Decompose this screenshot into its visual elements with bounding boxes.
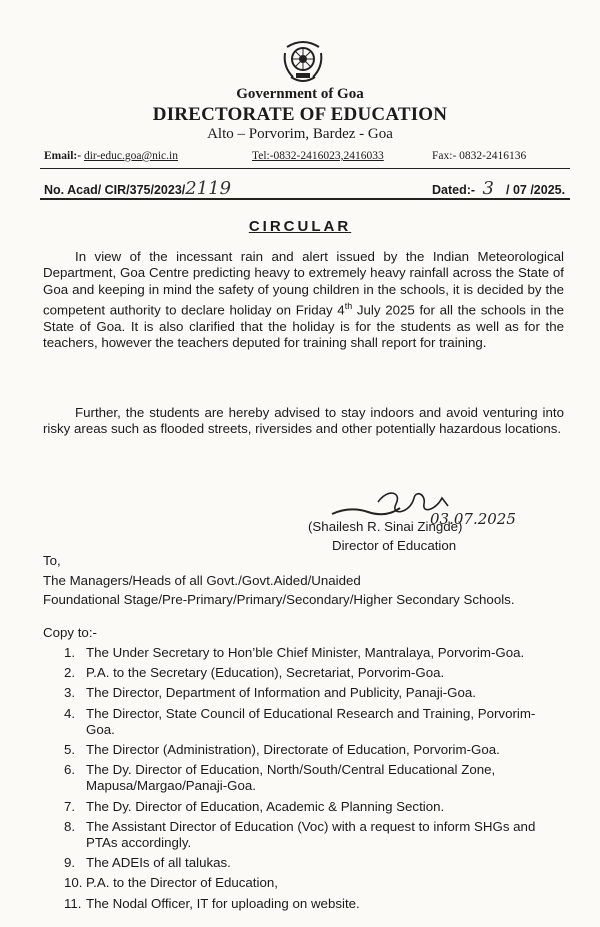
fax-label: Fax:- bbox=[432, 150, 457, 162]
dated-day-handwritten: 3 bbox=[482, 178, 494, 199]
telephone-info bbox=[252, 150, 384, 162]
fax-number: 0832-2416136 bbox=[459, 150, 527, 162]
body-paragraph-2: Further, the students are hereby advised to stay indoors and avoid venturing into risky areas such as flooded streets, riversides and other potentially hazardous locations. bbox=[43, 405, 564, 437]
telephone-numbers: 0832-2416023,2416033 bbox=[273, 150, 384, 162]
to-label: To, bbox=[43, 553, 61, 568]
addressee-line-2: Foundational Stage/Pre-Primary/Primary/Secondary/Higher Secondary Schools. bbox=[43, 592, 515, 607]
email-address[interactable]: dir-educ.goa@nic.in bbox=[83, 150, 178, 162]
signer-title: Director of Education bbox=[332, 538, 457, 553]
addressee-line-1: The Managers/Heads of all Govt./Govt.Aided/Unaided bbox=[43, 573, 361, 588]
dated-month-year: / 07 /2025. bbox=[506, 183, 566, 197]
circular-number bbox=[44, 178, 231, 199]
reference-divider bbox=[40, 198, 570, 200]
signer-name: (Shailesh R. Sinai Zingde) bbox=[308, 519, 463, 534]
circular-heading: CIRCULAR bbox=[248, 218, 352, 235]
signature-date: 03.07.2025 bbox=[430, 510, 516, 528]
header-divider bbox=[40, 168, 570, 169]
list-item: 8. The Assistant Director of Education (Voc) with a request to inform SHGs and PTAs accordingly. bbox=[64, 818, 536, 851]
list-item: 7. The Dy. Director of Education, Academic & Planning Section. bbox=[64, 798, 445, 814]
email-label: Email:- bbox=[44, 150, 82, 162]
fax-info bbox=[432, 150, 526, 162]
directorate-address: Alto – Porvorim, Bardez - Goa bbox=[207, 126, 393, 142]
goa-state-emblem-icon bbox=[281, 37, 325, 85]
telephone-label: Tel:- bbox=[252, 150, 274, 162]
circular-number-handwritten: 2119 bbox=[185, 178, 232, 199]
circular-date bbox=[432, 178, 565, 199]
government-name: Government of Goa bbox=[236, 86, 364, 102]
list-item: 6. The Dy. Director of Education, North/South/Central Educational Zone, Mapusa/Margao/Panaji-Goa. bbox=[64, 762, 496, 794]
list-item: 11. The Nodal Officer, IT for uploading on website. bbox=[64, 895, 360, 911]
directorate-name: DIRECTORATE OF EDUCATION bbox=[152, 104, 448, 125]
list-item: 5. The Director (Administration), Directorate of Education, Porvorim-Goa. bbox=[64, 742, 500, 758]
list-item: 3. The Director, Department of Information and Publicity, Panaji-Goa. bbox=[64, 685, 476, 701]
list-item: 9. The ADEIs of all talukas. bbox=[64, 855, 231, 871]
list-item: 2. P.A. to the Secretary (Education), Secretariat, Porvorim-Goa. bbox=[64, 665, 445, 681]
email-info bbox=[44, 150, 178, 162]
list-item: 1. The Under Secretary to Hon’ble Chief Minister, Mantralaya, Porvorim-Goa. bbox=[64, 645, 525, 660]
list-item: 10. P.A. to the Director of Education, bbox=[64, 875, 278, 891]
list-item: 4. The Director, State Council of Educational Research and Training, Porvorim-Goa. bbox=[64, 705, 536, 737]
dated-label: Dated:- bbox=[432, 183, 476, 197]
body-paragraph-1: In view of the incessant rain and alert issued by the Indian Meteorological Department, Goa Centre predicting heavy to extremely heavy rainfall across the State of Goa and keeping in mind the safety of young children in the schools, it is decided by the competent authority to declare holiday on Friday 4th July 2025 for all the schools in the State of Goa. It is also clarified that the holiday is for the students as well as for the teachers, however the teachers deputed for training shall report for training. bbox=[43, 249, 564, 351]
copy-to-list bbox=[64, 645, 564, 916]
copy-to-label: Copy to:- bbox=[43, 625, 97, 640]
circular-number-prefix: No. Acad/ CIR/375/2023/ bbox=[44, 183, 186, 197]
